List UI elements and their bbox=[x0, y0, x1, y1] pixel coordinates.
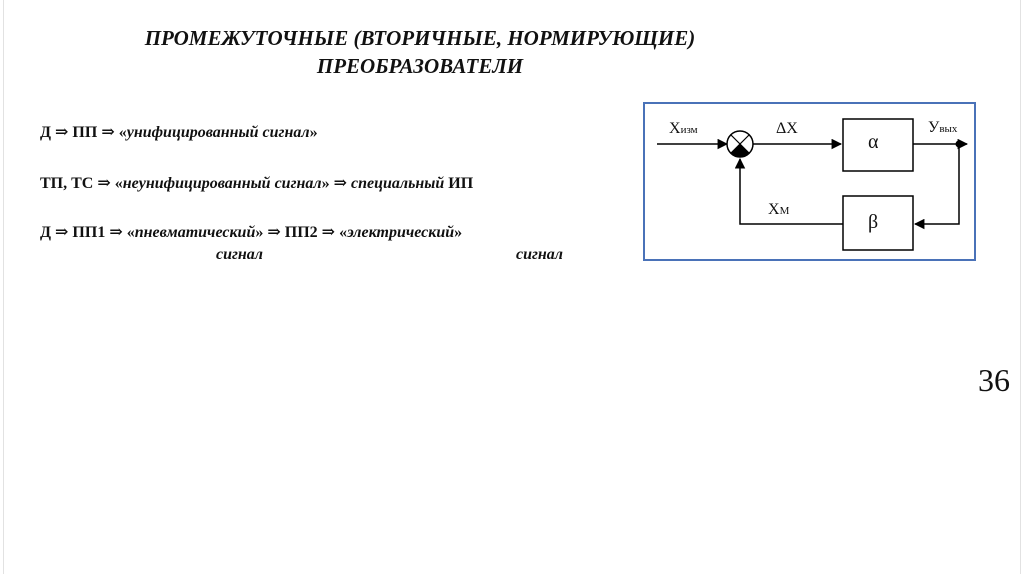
converter-label: ПП bbox=[72, 124, 98, 141]
slide-right-edge bbox=[1020, 0, 1021, 574]
quote-close: » bbox=[321, 175, 330, 192]
quote-close: » bbox=[255, 224, 264, 241]
pp1-label: ПП1 bbox=[72, 224, 106, 241]
title-line-1: ПРОМЕЖУТОЧНЫЕ (ВТОРИЧНЫЕ, НОРМИРУЮЩИЕ) bbox=[144, 26, 696, 50]
error-label: ΔX bbox=[776, 120, 798, 137]
quote-open: « bbox=[118, 124, 127, 141]
implies-arrow: ⇒ bbox=[55, 224, 69, 241]
implies-arrow: ⇒ bbox=[97, 175, 111, 192]
feedback-path-back bbox=[740, 159, 843, 224]
signal-caption-1: сигнал bbox=[216, 246, 263, 263]
implies-arrow: ⇒ bbox=[109, 224, 123, 241]
quote-open: « bbox=[114, 175, 123, 192]
sensor-label: Д bbox=[40, 124, 52, 141]
tp-tc-label: ТП, ТС bbox=[40, 175, 94, 192]
unified-signal-text: унифицированный сигнал bbox=[126, 124, 310, 141]
quote-close: » bbox=[309, 124, 318, 141]
slide-left-edge bbox=[3, 0, 4, 574]
pneumatic-text: пневматический bbox=[134, 224, 256, 241]
feedback-path-down bbox=[915, 144, 959, 224]
page-number: 36 bbox=[978, 362, 1010, 398]
pp2-label: ПП2 bbox=[284, 224, 318, 241]
summing-junction bbox=[727, 131, 753, 157]
implies-arrow: ⇒ bbox=[101, 124, 115, 141]
implies-arrow: ⇒ bbox=[55, 124, 69, 141]
feedback-label: XМ bbox=[768, 201, 790, 218]
implies-arrow: ⇒ bbox=[267, 224, 281, 241]
quote-open: « bbox=[339, 224, 348, 241]
title-line-2: ПРЕОБРАЗОВАТЕЛИ bbox=[316, 54, 524, 78]
signal-caption-2: сигнал bbox=[516, 246, 563, 263]
electric-text: электрический bbox=[347, 224, 455, 241]
output-label: Увых bbox=[928, 119, 958, 136]
block-diagram bbox=[643, 102, 976, 261]
implies-arrow: ⇒ bbox=[321, 224, 336, 241]
nonunified-signal-text: неунифицированный сигнал bbox=[122, 175, 322, 192]
input-label: Xизм bbox=[669, 120, 698, 137]
slide-title bbox=[120, 24, 720, 80]
special-text: специальный bbox=[350, 175, 445, 192]
implies-arrow: ⇒ bbox=[333, 175, 347, 192]
chain-line-nonunified bbox=[40, 173, 473, 193]
chain-line-pneumatic bbox=[40, 222, 462, 242]
quote-open: « bbox=[126, 224, 135, 241]
quote-close: » bbox=[454, 224, 463, 241]
alpha-symbol: α bbox=[868, 131, 879, 153]
beta-symbol: β bbox=[868, 211, 879, 233]
ip-label: ИП bbox=[448, 175, 474, 192]
chain-line-unified bbox=[40, 122, 318, 142]
sensor-label: Д bbox=[40, 224, 52, 241]
